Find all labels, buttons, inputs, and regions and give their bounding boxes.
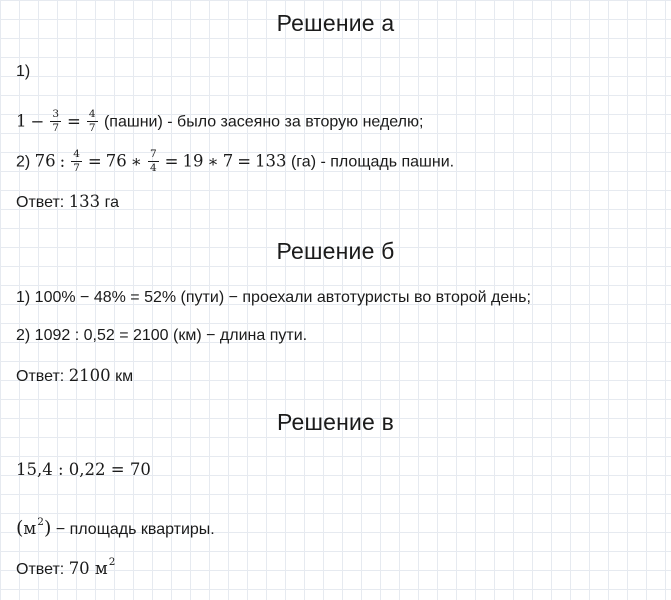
step2-label: 2)	[16, 153, 35, 171]
multiply-sign: ∗	[130, 151, 142, 171]
number: 7	[222, 151, 234, 171]
answer-value: 133	[68, 192, 101, 211]
section-c-answer	[16, 552, 115, 580]
section-b-title: Решение б	[276, 238, 395, 264]
section-b-line1: 1) 100% − 48% = 52% (пути) − проехали автотуристы во второй день;	[16, 289, 531, 306]
section-c-line2	[16, 512, 215, 540]
exponent: 2	[37, 516, 44, 528]
number: 76	[105, 151, 127, 171]
fraction-3-7: $\frac{3}{7}$	[52, 108, 60, 134]
answer-unit: км	[110, 368, 134, 385]
line2-text: (га) - площадь пашни.	[286, 153, 455, 171]
equals-sign: =	[87, 151, 102, 171]
fraction-4-7: $\frac{4}{7}$	[88, 108, 96, 134]
line1-text: (пашни) - было засеяно за вторую неделю;	[99, 113, 424, 131]
colon-sign: :	[59, 151, 66, 171]
section-c-line1: 15,4 : 0,22 = 70	[16, 460, 151, 479]
section-b-answer	[16, 366, 133, 387]
equals-sign: =	[67, 111, 81, 131]
section-c-title: Решение в	[276, 409, 395, 435]
section-a-title: Решение а	[276, 10, 395, 36]
close-paren: )	[43, 517, 52, 539]
equals-sign: =	[164, 151, 179, 171]
fraction-7-4: $\frac{7}{4}$	[149, 148, 157, 174]
answer-unit: га	[100, 194, 120, 211]
section-a-step1-label: 1)	[16, 63, 31, 80]
minus-sign: −	[30, 111, 45, 131]
section-a-answer	[16, 192, 119, 213]
equals-sign: =	[237, 151, 252, 171]
exponent: 2	[108, 556, 116, 568]
answer-value: 70 м	[68, 559, 108, 578]
fraction-4-7: $\frac{4}{7}$	[73, 148, 80, 174]
section-a-line1	[16, 110, 423, 135]
answer-label: Ответ:	[16, 194, 69, 211]
line2-text: − площадь квартиры.	[51, 521, 215, 538]
answer-label: Ответ:	[16, 368, 69, 385]
answer-label: Ответ:	[16, 561, 69, 578]
number: 1	[16, 111, 27, 131]
number: 76	[34, 151, 56, 171]
multiply-sign: ∗	[207, 151, 219, 171]
unit: м	[23, 519, 37, 538]
number: 19	[182, 151, 204, 171]
open-paren: (	[16, 517, 24, 539]
section-a-line2	[16, 150, 454, 175]
number: 133	[255, 151, 287, 171]
section-b-line2: 2) 1092 : 0,52 = 2100 (км) − длина пути.	[16, 327, 308, 344]
answer-value: 2100	[68, 366, 111, 385]
